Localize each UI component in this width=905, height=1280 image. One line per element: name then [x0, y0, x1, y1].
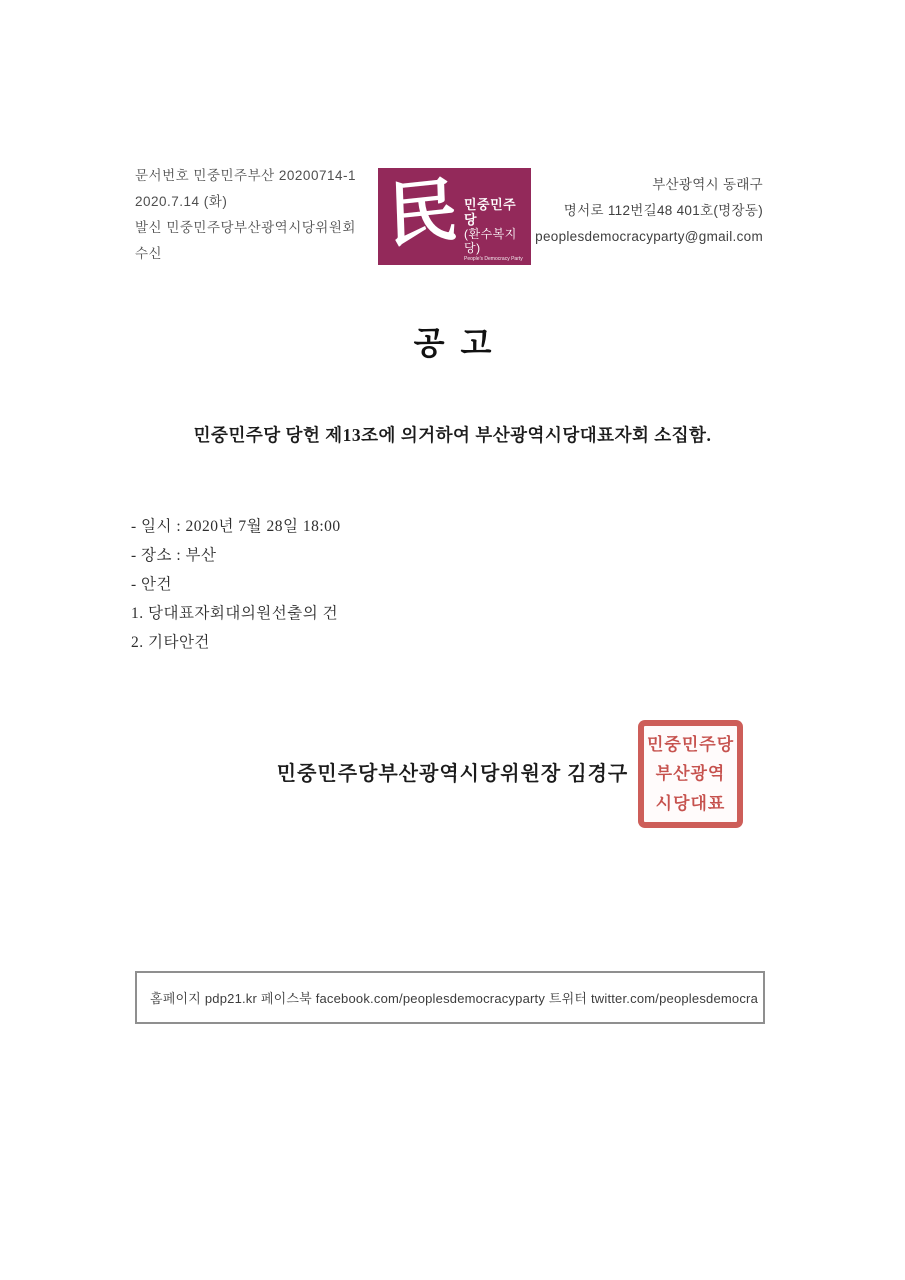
footer-links-box [135, 971, 765, 1024]
detail-datetime: - 일시 : 2020년 7월 28일 18:00 [131, 518, 341, 535]
party-logo-text [460, 197, 523, 263]
seal-text-row: 시당대표 [655, 793, 726, 813]
meeting-details-list [131, 512, 341, 657]
receiver-line: 수신 [135, 246, 163, 261]
sender-line: 발신 민중민주당부산광역시당위원회 [135, 220, 356, 235]
contact-email: peoplesdemocracyparty@gmail.com [535, 229, 763, 244]
seal-text-row: 부산광역 [655, 764, 726, 784]
footer-links-text: 홈페이지 pdp21.kr 페이스북 facebook.com/peoplesdemocracyparty 트위터 twitter.com/peoplesdemocra [150, 991, 759, 1006]
document-date-line: 2020.7.14 (화) [135, 194, 228, 209]
min-hanja-calligraphy-icon: 民 [386, 171, 460, 257]
party-name-english: People's Democracy Party [464, 255, 523, 262]
detail-agenda-item-2: 2. 기타안건 [131, 634, 210, 651]
detail-agenda-header: - 안건 [131, 576, 172, 593]
document-meta-block [135, 163, 356, 267]
party-subname: (환수복지당) [464, 226, 517, 255]
document-title: 공 고 [413, 325, 492, 361]
address-line-1: 부산광역시 동래구 [652, 177, 763, 192]
announcement-body: 민중민주당 당헌 제13조에 의거하여 부산광역시당대표자회 소집함. [193, 425, 712, 445]
party-name: 민중민주당 [464, 196, 517, 227]
detail-place: - 장소 : 부산 [131, 547, 217, 564]
seal-text-row: 민중민주당 [647, 735, 734, 755]
document-number-line: 문서번호 민중민주부산 20200714-1 [135, 168, 356, 183]
party-logo [378, 168, 531, 265]
contact-block [535, 172, 763, 250]
detail-agenda-item-1: 1. 당대표자회대의원선출의 건 [131, 605, 339, 622]
address-line-2: 명서로 112번길48 401호(명장동) [563, 203, 763, 218]
signature-line: 민중민주당부산광역시당위원장 김경구 [276, 763, 629, 785]
official-red-seal [638, 720, 743, 828]
